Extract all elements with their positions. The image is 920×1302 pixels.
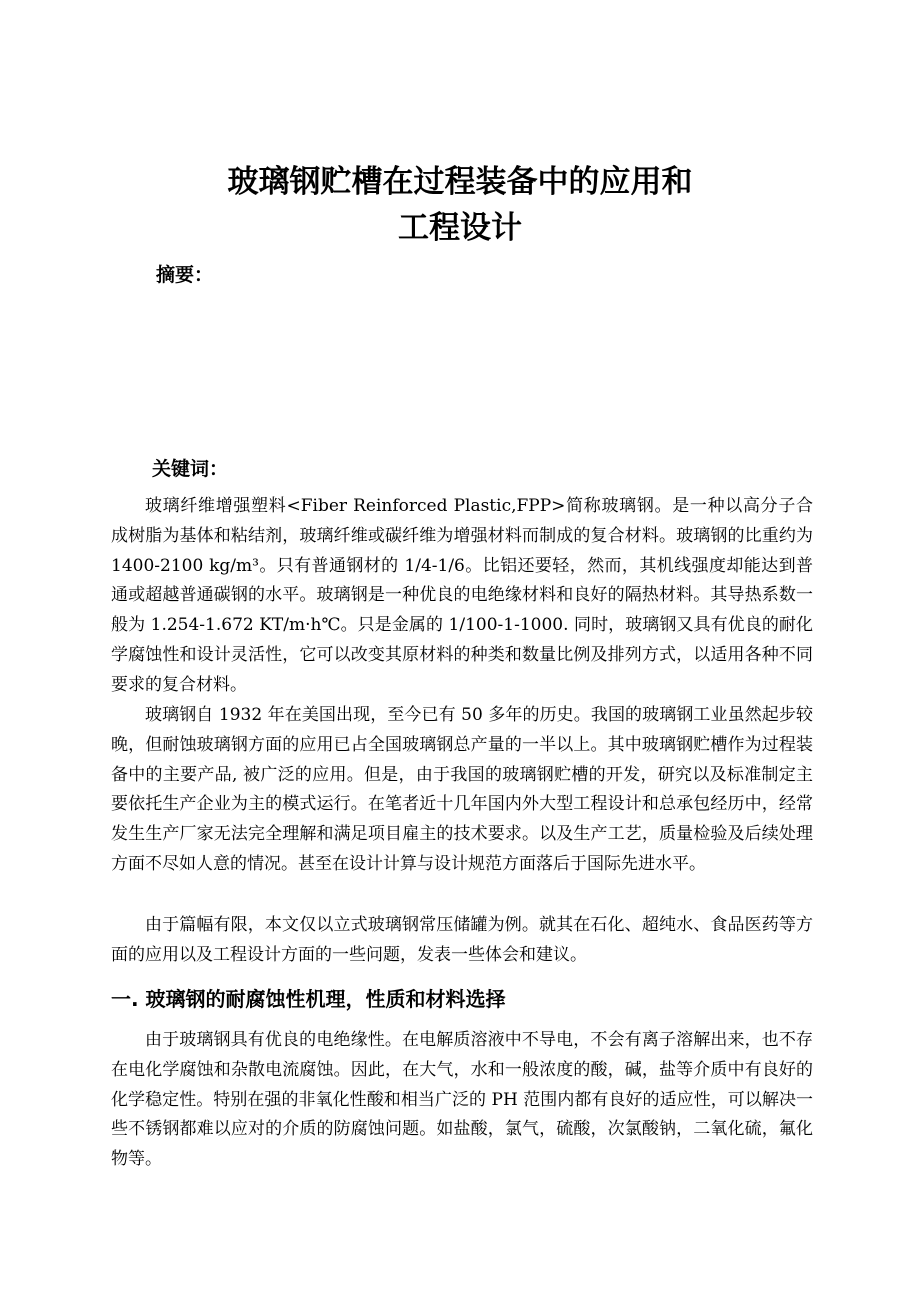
document-title-line-1: 玻璃钢贮槽在过程装备中的应用和	[227, 164, 693, 200]
document-title-line-2: 工程设计	[398, 210, 522, 246]
body-paragraph-3: 由于篇幅有限，本文仅以立式玻璃钢常压储罐为例。就其在石化、超纯水、食品医药等方面的应用以及工程设计方面的一些问题，发表一些体会和建议。	[111, 915, 813, 965]
abstract-label: 摘要：	[156, 264, 214, 286]
keywords-label: 关键词：	[152, 458, 229, 480]
body-paragraph-1: 玻璃纤维增强塑料<Fiber Reinforced Plastic,FPP>简称玻璃钢。是一种以高分子合成树脂为基体和粘结剂，玻璃纤维或碳纤维为增强材料而制成的复合材料。玻璃钢的比重约为 1400-2100 kg/m³。只有普通钢材的 1/4-1/6。比铝还要轻，然而，其机线强度却能达到普通或超越普通碳钢的水平。玻璃钢是一种优良的电绝缘材料和良好的隔热材料。其导热系数一般为 1.254-1.672 KT/m·h℃。只是金属的 1/100-1-1000. 同时，玻璃钢又具有优良的耐化学腐蚀性和设计灵活性，它可以改变其原材料的种类和数量比例及排列方式，以适用各种不同要求的复合材料。	[111, 496, 813, 695]
body-paragraph-4: 由于玻璃钢具有优良的电绝缘性。在电解质溶液中不导电，不会有离子溶解出来，也不存在电化学腐蚀和杂散电流腐蚀。因此，在大气，水和一般浓度的酸，碱，盐等介质中有良好的化学稳定性。特别在强的非氧化性酸和相当广泛的 PH 范围内都有良好的适应性，可以解决一些不锈钢都难以应对的介质的防腐蚀问题。如盐酸，氯气，硫酸，次氯酸钠，二氧化硫，氟化物等。	[111, 1030, 813, 1170]
section-heading-1: 一. 玻璃钢的耐腐蚀性机理，性质和材料选择	[111, 987, 506, 1011]
body-paragraph-2: 玻璃钢自 1932 年在美国出现，至今已有 50 多年的历史。我国的玻璃钢工业虽然起步较晚，但耐蚀玻璃钢方面的应用已占全国玻璃钢总产量的一半以上。其中玻璃钢贮槽作为过程装备中的主要产品, 被广泛的应用。但是，由于我国的玻璃钢贮槽的开发，研究以及标准制定主要依托生产企业为主的模式运行。在笔者近十几年国内外大型工程设计和总承包经历中，经常发生生产厂家无法完全理解和满足项目雇主的技术要求。以及生产工艺，质量检验及后续处理方面不尽如人意的情况。甚至在设计计算与设计规范方面落后于国际先进水平。	[111, 705, 813, 874]
